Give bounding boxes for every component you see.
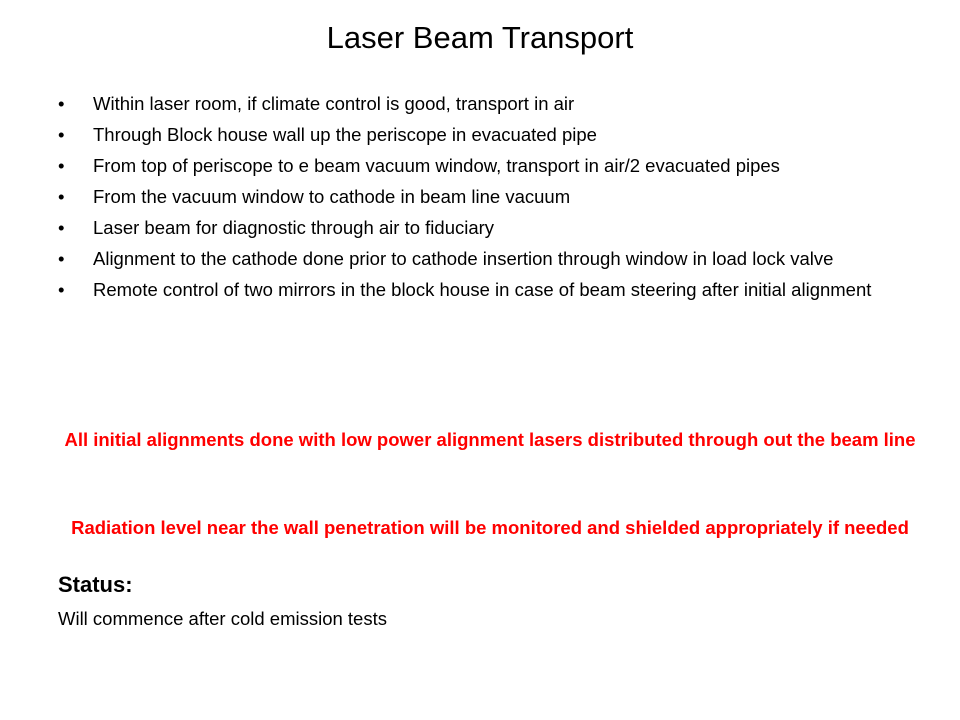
bullet-item — [58, 186, 908, 207]
bullet-marker: • — [58, 186, 65, 207]
radiation-callout: Radiation level near the wall penetration will be monitored and shielded appropriately if needed — [71, 517, 909, 538]
status-heading: Status: — [58, 572, 133, 597]
bullet-text: Laser beam for diagnostic through air to fiduciary — [93, 217, 495, 238]
bullet-text: Within laser room, if climate control is good, transport in air — [93, 93, 575, 114]
slide-title: Laser Beam Transport — [326, 20, 634, 55]
alignment-callout: All initial alignments done with low power alignment lasers distributed through out the beam line — [64, 429, 916, 450]
bullet-item — [58, 217, 908, 238]
bullet-marker: • — [58, 217, 65, 238]
bullet-text: Alignment to the cathode done prior to cathode insertion through window in load lock valve — [93, 248, 834, 269]
status-text: Will commence after cold emission tests — [58, 608, 387, 629]
bullet-marker: • — [58, 93, 65, 114]
bullet-text: Through Block house wall up the periscope in evacuated pipe — [93, 124, 597, 145]
bullet-item — [58, 124, 908, 145]
bullet-marker: • — [58, 279, 65, 300]
bullet-marker: • — [58, 155, 65, 176]
bullet-text: Remote control of two mirrors in the block house in case of beam steering after initial alignment — [93, 279, 872, 300]
bullet-item — [58, 279, 908, 300]
bullet-text: From the vacuum window to cathode in beam line vacuum — [93, 186, 571, 207]
bullet-marker: • — [58, 248, 65, 269]
bullet-marker: • — [58, 124, 65, 145]
bullet-list — [58, 93, 908, 310]
bullet-item — [58, 93, 908, 114]
bullet-item — [58, 155, 908, 176]
bullet-item — [58, 248, 908, 269]
bullet-text: From top of periscope to e beam vacuum window, transport in air/2 evacuated pipes — [93, 155, 780, 176]
